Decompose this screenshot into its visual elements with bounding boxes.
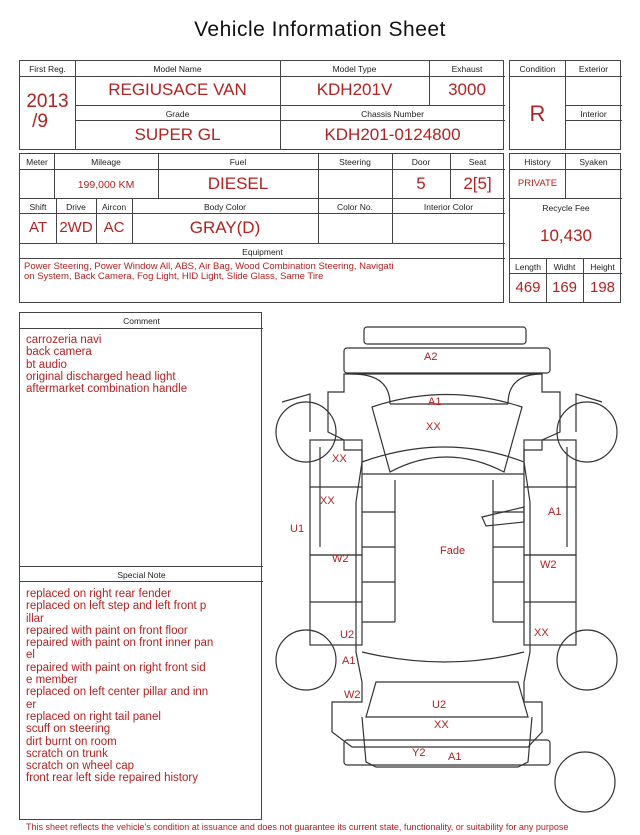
height: 198 — [589, 279, 616, 296]
mileage-label: Mileage — [91, 157, 121, 167]
color-no-label: Color No. — [337, 202, 373, 212]
special-note-line: dirt burnt on room — [26, 735, 117, 748]
history-box — [509, 153, 621, 303]
shift: AT — [28, 219, 48, 236]
drive: 2WD — [59, 219, 93, 236]
width: 169 — [551, 279, 578, 296]
special-note-line: e member — [26, 674, 78, 687]
comment-label: Comment — [123, 316, 160, 326]
damage-mark: XX — [426, 421, 441, 433]
damage-mark: W2 — [332, 553, 349, 565]
chassis-label: Chassis Number — [361, 109, 424, 119]
door-count: 5 — [416, 174, 426, 193]
damage-mark: U1 — [290, 523, 305, 535]
door-label: Door — [411, 157, 431, 167]
damage-mark: W2 — [540, 559, 557, 571]
vehicle-damage-diagram — [272, 322, 622, 832]
special-note-line: repaired with paint on right front sid — [26, 661, 206, 674]
syaken-label: Syaken — [579, 157, 608, 167]
equipment-list: Power Steering, Power Window All, ABS, Air Bag, Wood Combination Steering, Navigati on System, Back Camera, Fog Light, HID Light, Slide Glass, Same Tire — [24, 261, 394, 282]
model-name-label: Model Name — [153, 64, 202, 74]
width-label: Widht — [553, 262, 576, 272]
grade-label: Grade — [165, 109, 190, 119]
condition-grade: R — [529, 101, 546, 126]
steering-label: Steering — [339, 157, 371, 167]
disclaimer-footer: This sheet reflects the vehicle's condition at issuance and does not guarantee its current state, functionality, or suitability for any purpose — [26, 822, 569, 832]
shift-label: Shift — [29, 202, 47, 212]
comment-line: carrozeria navi — [26, 334, 102, 346]
mileage: 199,000 KM — [77, 179, 135, 191]
damage-mark: XX — [434, 719, 449, 731]
equipment-label: Equipment — [242, 247, 283, 257]
damage-mark: W2 — [344, 689, 361, 701]
damage-mark: XX — [332, 453, 347, 465]
seat-label: Seat — [468, 157, 487, 167]
model-name: REGIUSACE VAN — [108, 80, 247, 99]
damage-mark: U2 — [340, 629, 355, 641]
interior-label: Interior — [580, 109, 607, 119]
condition-label: Condition — [519, 64, 556, 74]
special-note-line: replaced on right tail panel — [26, 710, 161, 723]
model-type-label: Model Type — [332, 64, 377, 74]
damage-mark: A1 — [342, 655, 356, 667]
length: 469 — [515, 279, 541, 296]
body-color: GRAY(D) — [189, 218, 261, 237]
meter-label: Meter — [26, 157, 48, 167]
special-note-line: replaced on right rear fender — [26, 588, 172, 600]
history-label: History — [524, 157, 551, 167]
first-reg-month: /9 — [32, 111, 48, 132]
history: PRIVATE — [517, 178, 558, 189]
seat-count: 2[5] — [463, 174, 492, 193]
damage-mark: Fade — [440, 545, 466, 557]
height-label: Height — [590, 262, 615, 272]
drive-label: Drive — [66, 202, 86, 212]
comment-line: bt audio — [26, 358, 67, 371]
comment-line: original discharged head light — [26, 370, 176, 383]
exhaust: 3000 — [448, 80, 486, 99]
grade: SUPER GL — [134, 125, 221, 144]
chassis-number: KDH201-0124800 — [324, 125, 461, 144]
special-note-line: scratch on trunk — [26, 747, 108, 760]
special-note-line: er — [26, 698, 37, 711]
special-note-line: repaired with paint on front floor — [26, 624, 188, 637]
condition-box — [509, 60, 621, 150]
special-note-line: el — [26, 649, 35, 662]
model-type: KDH201V — [316, 80, 393, 99]
vehicle-info-box — [19, 60, 504, 150]
first-reg-year: 2013 — [26, 91, 69, 112]
comment-line: back camera — [26, 346, 92, 359]
special-note-line: scuff on steering — [26, 723, 111, 736]
damage-mark: Y2 — [412, 747, 426, 759]
fuel: DIESEL — [207, 174, 269, 193]
special-note-line: front rear left side repaired history — [26, 772, 198, 785]
special-note-line: illar — [26, 612, 44, 625]
exterior-label: Exterior — [578, 64, 609, 74]
damage-mark: A1 — [448, 751, 462, 763]
special-note-list — [26, 588, 213, 785]
recycle-fee: 10,430 — [540, 226, 592, 245]
fuel-label: Fuel — [229, 157, 247, 167]
damage-mark: A1 — [428, 396, 442, 408]
damage-mark: A1 — [548, 506, 562, 518]
comment-line: aftermarket combination handle — [26, 383, 188, 396]
special-note-line: replaced on left step and left front p — [26, 600, 207, 613]
damage-mark: A2 — [424, 351, 438, 363]
special-note-line: replaced on left center pillar and inn — [26, 686, 209, 699]
first-reg-label: First Reg. — [29, 64, 66, 74]
interior-color-label: Interior Color — [423, 202, 474, 212]
damage-mark: U2 — [432, 699, 447, 711]
aircon-label: Aircon — [101, 202, 127, 212]
damage-mark: XX — [534, 627, 549, 639]
body-color-label: Body Color — [203, 202, 247, 212]
exhaust-label: Exhaust — [451, 64, 483, 74]
sheet-title: Vehicle Information Sheet — [194, 18, 446, 41]
damage-mark: XX — [320, 495, 335, 507]
recycle-fee-label: Recycle Fee — [542, 203, 590, 213]
aircon: AC — [103, 219, 125, 236]
special-note-line: repaired with paint on front inner pan — [26, 637, 214, 650]
length-label: Length — [515, 262, 541, 272]
special-note-line: scratch on wheel cap — [26, 760, 135, 773]
special-note-label: Special Note — [117, 570, 166, 580]
comment-list — [26, 334, 187, 395]
